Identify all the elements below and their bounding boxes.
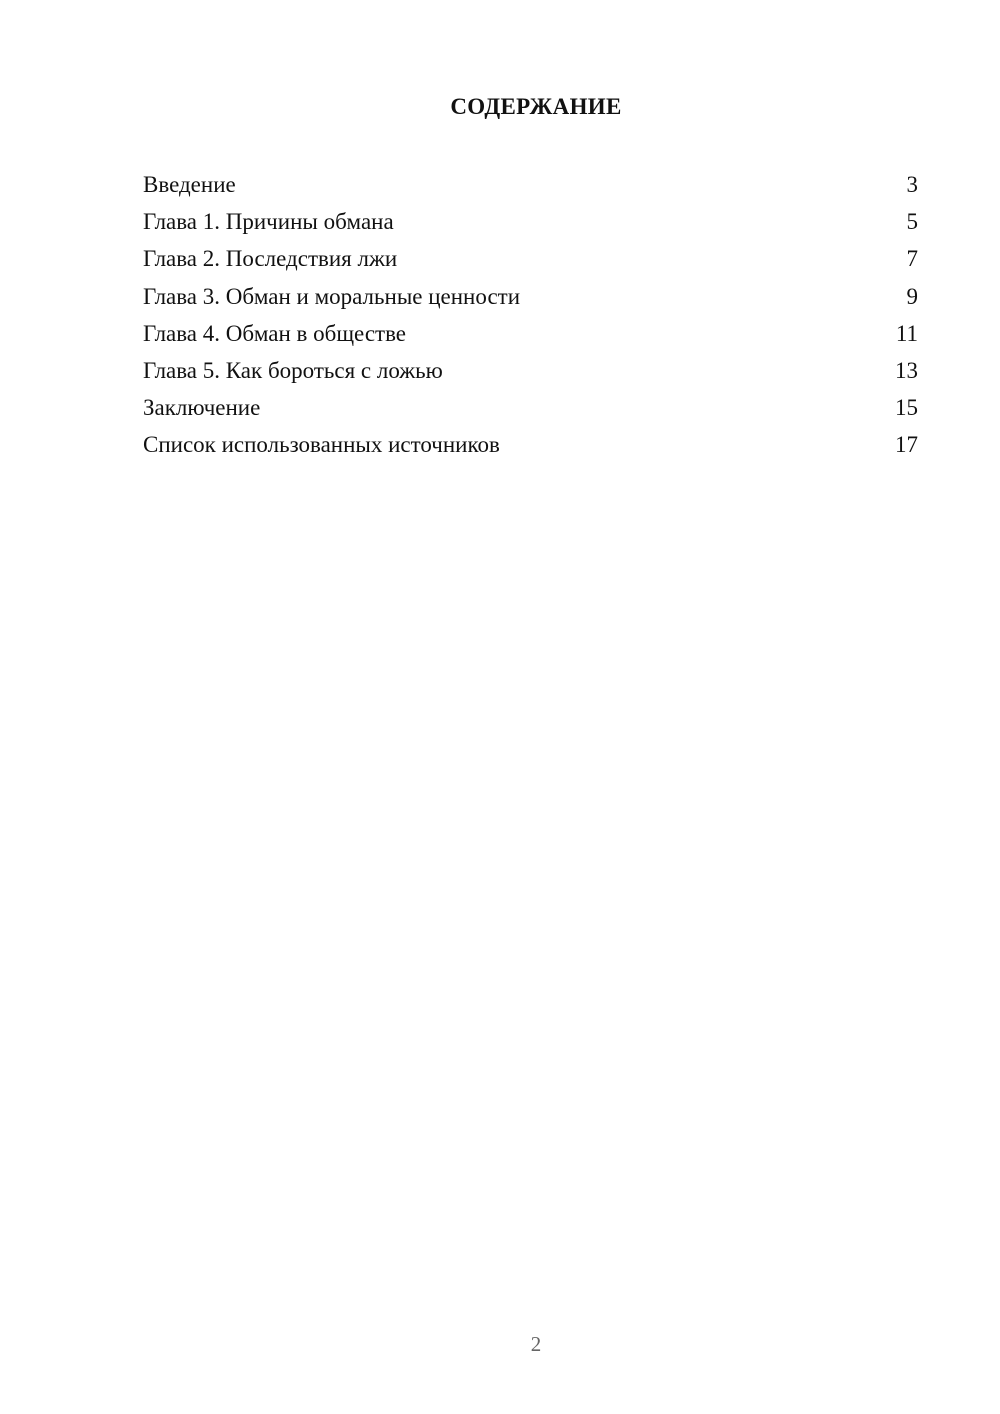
toc-item-label: Глава 2. Последствия лжи [143, 246, 398, 272]
toc-item-page: 7 [906, 246, 918, 272]
toc-item-page: 5 [906, 209, 918, 235]
toc-item-chapter-3 [143, 278, 918, 315]
toc-item-label: Глава 1. Причины обмана [143, 209, 394, 235]
page-number: 2 [530, 1332, 542, 1356]
toc-item-label: Глава 3. Обман и моральные ценности [143, 283, 521, 309]
toc-item-page: 15 [895, 395, 918, 421]
toc-item-introduction [143, 166, 918, 203]
toc-item-page: 17 [895, 432, 918, 458]
toc-item-label: Список использованных источников [143, 432, 500, 458]
page-title: СОДЕРЖАНИЕ [450, 94, 622, 119]
toc-item-page: 13 [895, 357, 918, 383]
toc-item-label: Заключение [143, 395, 261, 421]
toc-item-chapter-4 [143, 315, 918, 352]
toc-item-chapter-2 [143, 240, 918, 277]
toc-item-page: 9 [906, 283, 918, 309]
toc-item-label: Введение [143, 172, 236, 197]
toc-item-page: 3 [906, 172, 918, 197]
toc-item-label: Глава 5. Как бороться с ложью [143, 357, 443, 383]
toc-item-references [143, 426, 918, 463]
toc-item-chapter-1 [143, 203, 918, 240]
toc-item-label: Глава 4. Обман в обществе [143, 320, 407, 346]
toc-item-conclusion [143, 389, 918, 426]
toc-item-chapter-5 [143, 352, 918, 389]
toc-item-page: 11 [895, 320, 918, 346]
table-of-contents [143, 166, 918, 464]
